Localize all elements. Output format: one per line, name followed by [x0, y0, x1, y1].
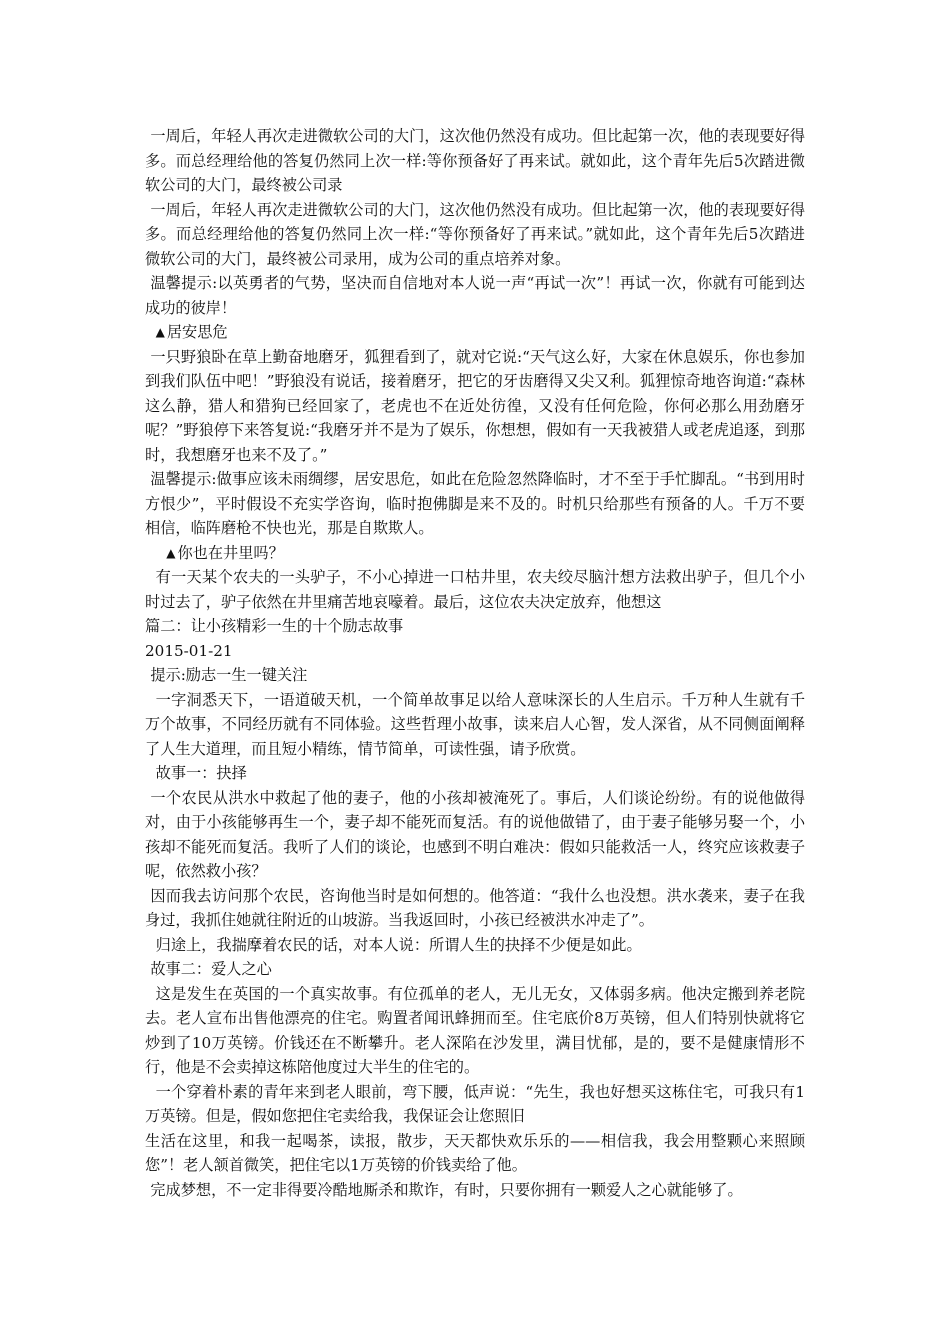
paragraph: 这是发生在英国的一个真实故事。有位孤单的老人，无儿无女，又体弱多病。他决定搬到养老院去。老人宣布出售他漂亮的住宅。购置者闻讯蜂拥而至。住宅底价8万英镑，但人们特别快就将它炒到了10万英镑。价钱还在不断攀升。老人深陷在沙发里，满目忧郁，是的，要不是健康情形不行，他是不会卖掉这栋陪他度过大半生的住宅的。: [145, 984, 805, 1076]
story-heading: 故事二：爱人之心: [150, 960, 272, 978]
triangle-bullet-icon: ▲: [155, 325, 165, 339]
triangle-bullet-icon: ▲: [166, 545, 176, 560]
paragraph: 一周后，年轻人再次走进微软公司的大门，这次他仍然没有成功。但比起第一次，他的表现要好得多。而总经理给他的答复仍然同上次一样:“等你预备好了再来试。”就如此，这个青年先后5次踏进微软公司的大门，最终被公司录用，成为公司的重点培养对象。: [145, 200, 805, 268]
paragraph: 生活在这里，和我一起喝茶，读报，散步，天天都快欢乐乐的——相信我，我会用整颗心来照顾您”！老人颔首微笑，把住宅以1万英镑的价钱卖给了他。: [145, 1131, 805, 1174]
article-date: 2015-01-21: [145, 641, 233, 660]
paragraph: 一周后，年轻人再次走进微软公司的大门，这次他仍然没有成功。但比起第一次，他的表现要好得多。而总经理给他的答复仍然同上次一样:等你预备好了再来试。就如此，这个青年先后5次踏进微软公司的大门，最终被公司录: [145, 127, 805, 194]
paragraph: 因而我去访问那个农民，咨询他当时是如何想的。他答道：“我什么也没想。洪水袭来，妻子在我身过，我抓住她就往附近的山坡游。当我返回时，小孩已经被洪水冲走了”。: [145, 886, 805, 929]
paragraph: 一字洞悉天下，一语道破天机，一个简单故事足以给人意味深长的人生启示。千万种人生就有千万个故事，不同经历就有不同体验。这些哲理小故事，读来启人心智，发人深省，从不同侧面阐释了人生大道理，而且短小精练，情节简单，可读性强，请予欣赏。: [145, 690, 805, 758]
paragraph: 提示:励志一生一键关注: [150, 666, 308, 684]
section-heading: ▲ 居安思危: [145, 320, 805, 345]
paragraph: 完成梦想，不一定非得要冷酷地厮杀和欺诈，有时，只要你拥有一颗爱人之心就能够了。: [150, 1180, 743, 1199]
paragraph: 一个农民从洪水中救起了他的妻子，他的小孩却被淹死了。事后，人们谈论纷纷。有的说他做得对，由于小孩能够再生一个，妻子却不能死而复活。有的说他做错了，由于妻子能够另娶一个，小孩却不能死而复活。我听了人们的谈论，也感到不明白难决：假如只能救活一人，终究应该救妻子呢，依然救小孩？: [145, 788, 805, 880]
story-heading: 故事一：抉择: [155, 764, 247, 782]
document-body: [145, 124, 805, 1202]
paragraph: 一个穿着朴素的青年来到老人眼前，弯下腰，低声说：“先生，我也好想买这栋住宅，可我只有1万英镑。但是，假如您把住宅卖给我，我保证会让您照旧: [145, 1082, 805, 1125]
paragraph: 有一天某个农夫的一头驴子，不小心掉进一口枯井里，农夫绞尽脑汁想方法救出驴子，但几个小时过去了，驴子依然在井里痛苦地哀嚎着。最后，这位农夫决定放弃，他想这: [145, 568, 805, 611]
paragraph: 归途上，我揣摩着农民的话，对本人说：所谓人生的抉择不少便是如此。: [155, 935, 642, 954]
paragraph: 温馨提示:做事应该未雨绸缪，居安思危，如此在危险忽然降临时，才不至于手忙脚乱。“书到用时方恨少”，平时假设不充实学咨询，临时抱佛脚是来不及的。时机只给那些有预备的人。千万不要相信，临阵磨枪不快也光，那是自欺欺人。: [145, 470, 805, 537]
section-heading: ▲ 你也在井里吗？: [145, 541, 805, 566]
article-title: 篇二：让小孩精彩一生的十个励志故事: [145, 617, 404, 635]
paragraph: 一只野狼卧在草上勤奋地磨牙，狐狸看到了，就对它说:“天气这么好，大家在休息娱乐，你也参加到我们队伍中吧！”野狼没有说话，接着磨牙，把它的牙齿磨得又尖又利。狐狸惊奇地咨询道:“森林这么静，猎人和猎狗已经回家了，老虎也不在近处彷徨，又没有任何危险，你何必那么用劲磨牙呢？”野狼停下来答复说:“我磨牙并不是为了娱乐，你想想，假如有一天我被猎人或老虎追逐，到那时，我想磨牙也来不及了。”: [145, 347, 805, 464]
paragraph: 温馨提示:以英勇者的气势，坚决而自信地对本人说一声“再试一次”！再试一次，你就有可能到达成功的彼岸！: [145, 274, 805, 317]
